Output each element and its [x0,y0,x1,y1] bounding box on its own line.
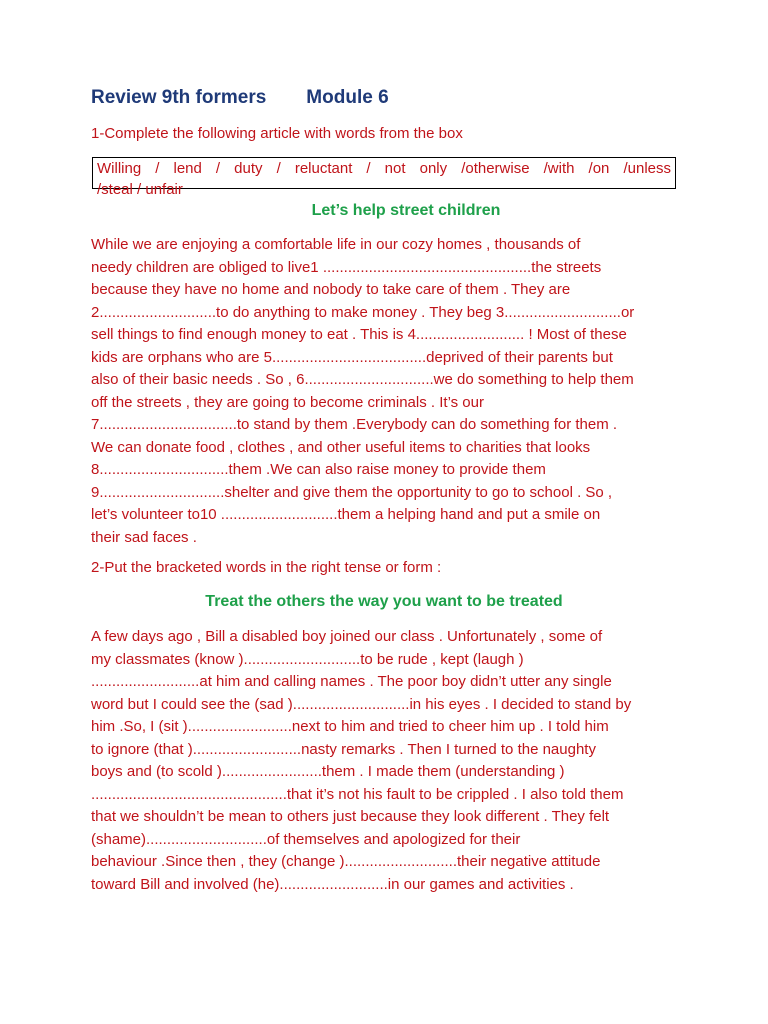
text-line: 8...............................them .We can also raise money to provide them [91,461,546,478]
text-line: him .So, I (sit ).........................next to him and tried to cheer him up . I told him [91,718,609,735]
exercise2-instruction: 2-Put the bracketed words in the right tense or form : [91,559,442,576]
text-line: off the streets , they are going to become criminals . It’s our [91,393,484,411]
text-line: toward Bill and involved (he)..........................in our games and activities . [91,875,574,893]
text-line: also of their basic needs . So , 6...............................we do something to help them [91,371,634,388]
text-line: 9..............................shelter and give them the opportunity to go to school . So , [91,483,613,501]
story-paragraph [91,626,691,896]
text-line: because they have no home and nobody to take care of them . They are [91,281,571,298]
word-box-line-2: /steal / unfair [97,181,183,198]
text-line: While we are enjoying a comfortable life in our cozy homes , thousands of [91,236,581,253]
text-line: kids are orphans who are 5.....................................deprived of their parents but [91,348,613,366]
text-line: let’s volunteer to10 ............................them a helping hand and put a smile on [91,506,601,523]
text-line: behaviour .Since then , they (change )...........................their negative attitude [91,853,601,870]
module-label: Module 6 [306,87,389,108]
text-line: boys and (to scold )........................them . I made them (understanding ) [91,763,565,780]
text-line: my classmates (know )............................to be rude , kept (laugh ) [91,650,524,668]
text-line: ..........................at him and calling names . The poor boy didn’t utter any single [91,673,612,690]
text-line: sell things to find enough money to eat . This is 4.......................... ! Most of these [91,326,627,343]
text-line: (shame).............................of themselves and apologized for their [91,830,521,848]
text-line: word but I could see the (sad )............................in his eyes . I decided to stand by [91,695,632,713]
article-heading: Let’s help street children [311,202,501,219]
text-line: 2............................to do anything to make money . They beg 3............................or [91,303,635,321]
text-line: needy children are obliged to live1 ..................................................the streets [91,258,602,276]
text-line: ...............................................that it’s not his fault to be crippled . I also told them [91,785,624,803]
text-line: We can donate food , clothes , and other useful items to charities that looks [91,438,591,456]
text-line: that we shouldn’t be mean to others just because they look different . They felt [91,808,610,825]
word-box [92,157,676,198]
text-line: their sad faces . [91,528,197,546]
story-heading: Treat the others the way you want to be treated [205,593,563,610]
text-line: to ignore (that )..........................nasty remarks . Then I turned to the naughty [91,740,596,758]
title-text: Review 9th formers [91,87,267,108]
page-title [91,87,389,109]
text-line: 7.................................to stand by them .Everybody can do something for them . [91,416,618,433]
word-box-line-1: Willing / lend / duty / reluctant / not only /otherwise /with /on /unless [97,160,671,177]
text-line: A few days ago , Bill a disabled boy joined our class . Unfortunately , some of [91,628,603,645]
article-paragraph [91,234,691,549]
exercise1-instruction: 1-Complete the following article with words from the box [91,125,463,142]
